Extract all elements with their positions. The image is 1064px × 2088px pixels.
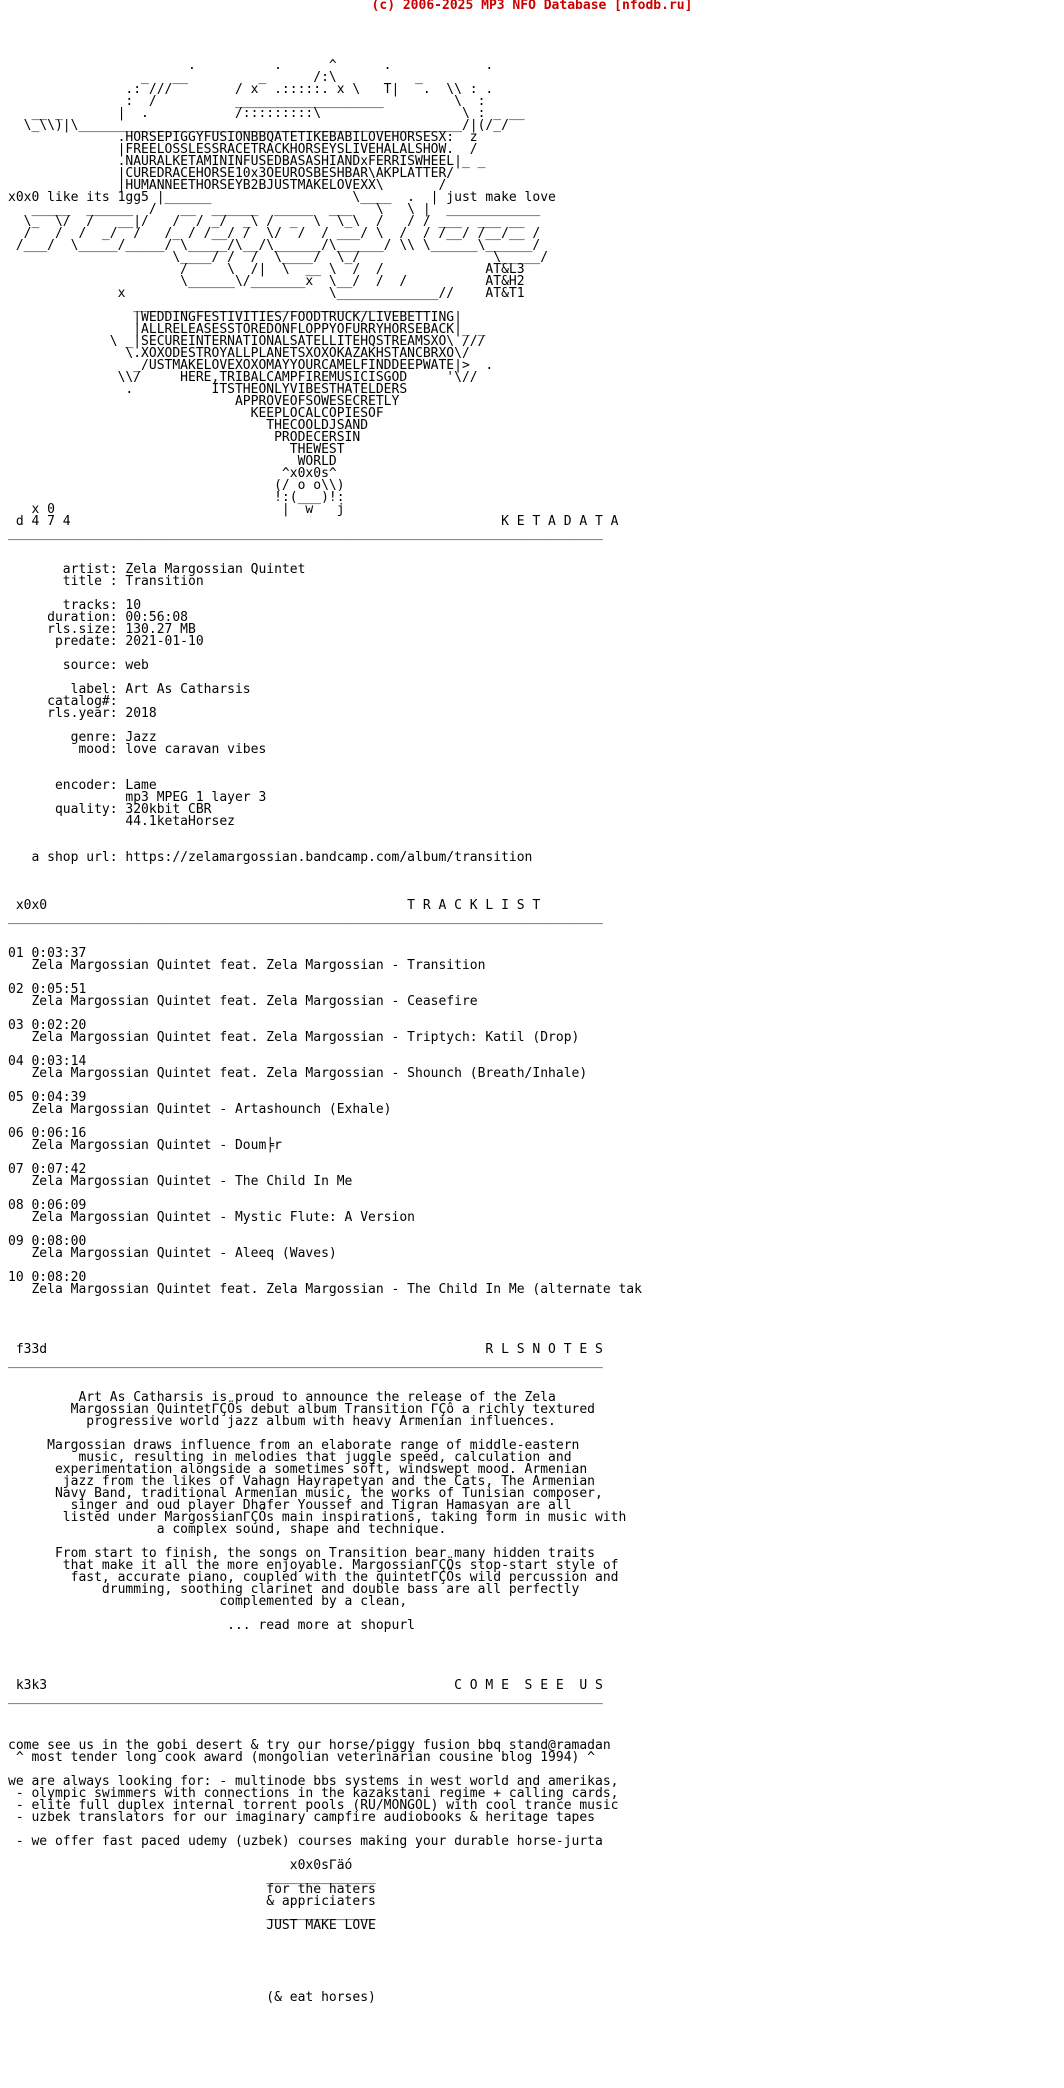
spacer (8, 936, 1064, 948)
track-title: Zela Margossian Quintet feat. Zela Margossian - The Child In Me (alternate tak (8, 1282, 642, 1297)
spacer (8, 540, 1064, 552)
spacer (8, 1716, 1064, 1728)
track-title: Zela Margossian Quintet feat. Zela Margossian - Transition (8, 958, 486, 973)
spacer (8, 36, 1064, 48)
tracklist-rule: ____________________________________________________________________________ (8, 910, 603, 925)
track-number-time: 05 0:04:39 (8, 1090, 87, 1105)
spacer (8, 1632, 1064, 1644)
track-title: Zela Margossian Quintet - The Child In Me (8, 1174, 353, 1189)
track-title: Zela Margossian Quintet feat. Zela Margossian - Ceasefire (8, 994, 478, 1009)
track-title: Zela Margossian Quintet - Doum╞r (8, 1138, 282, 1153)
spacer (8, 1320, 1064, 1332)
spacer (8, 876, 1064, 888)
track-number-time: 08 0:06:09 (8, 1198, 87, 1213)
track-entry (8, 948, 1064, 984)
release-notes: Art As Catharsis is proud to announce the release of the Zela Margossian QuintetΓÇÖs debut album Transition ΓÇô a richly textured progressive world jazz album with heavy Armenian influences. Margossian draws influence from an elaborate range of middle-eastern music, resulting in melodies that juggle speed, calculation and experimentation alongside a sometimes soft, windswept mood. Armenian jazz from the likes of Vahagn Hayrapetyan and the Cats, The Armenian Navy Band, traditional Armenian music, the works of Tunisian composer, singer and oud player Dhafer Youssef and Tigran Hamasyan are all listed under MargossianΓÇÖs main inspirations, taking form in music with a complex sound, shape and technique. From start to finish, the songs on Transition bear many hidden traits that make it all the more enjoyable. MargossianΓÇÖs stop-start style of fast, accurate piano, coupled with the quintetΓÇÖs wild percussion and drumming, soothing clarinet and double bass are all perfectly complemented by a clean, ... read more at shopurl (47, 1390, 627, 1633)
come-see-us-text: come see us in the gobi desert & try our horse/piggy fusion bbq stand@ramadan ^ most tender long cook award (mongolian veterinarian cousine blog 1994) ^ we are always looking for: - multinode bbs systems in west world and amerikas, - olympic swimmers with connections in the kazakstani regime + calling cards, - elite full duplex internal torrent pools (RU/MONGOL) with cool trance music - uzbek translators for our imaginary campfire audiobooks & heritage tapes - we offer fast paced udemy (uzbek) courses making your durable horse-jurta x0x0sΓäó ______________ for the haters & appriciaters ______________ JUST MAKE LOVE (& eat horses) (8, 1738, 619, 2005)
track-title: Zela Margossian Quintet - Mystic Flute: A Version (8, 1210, 415, 1225)
spacer (8, 1296, 1064, 1308)
track-title: Zela Margossian Quintet feat. Zela Margossian - Shounch (Breath/Inhale) (8, 1066, 588, 1081)
track-entry (8, 1272, 1064, 1296)
tracklist-header: x0x0 T R A C K L I S T (8, 898, 541, 913)
credit-header[interactable]: (c) 2006-2025 MP3 NFO Database [nfodb.ru] (371, 0, 693, 13)
track-entry (8, 1092, 1064, 1128)
spacer (8, 1308, 1064, 1320)
come-see-us-header: k3k3 C O M E S E E U S (8, 1678, 603, 1693)
rlsnotes-header: f33d R L S N O T E S (8, 1342, 603, 1357)
track-entry (8, 1200, 1064, 1236)
track-number-time: 10 0:08:20 (8, 1270, 87, 1285)
ketadata-rule: ____________________________________________________________________________ (8, 526, 603, 541)
track-number-time: 02 0:05:51 (8, 982, 87, 997)
release-info: artist: Zela Margossian Quintet title : Transition tracks: 10 duration: 00:56:08 rls.size: 130.27 MB predate: 2021-01-10 source: web label: Art As Catharsis catalog#: rls.year: 2018 genre: Jazz mood: love caravan vibes encoder: Lame mp3 MPEG 1 layer 3 quality: 320kbit CBR 44.1ketaHorsez a shop url: https://zelamargossian.bandcamp.com/album/transition (31, 562, 533, 865)
track-number-time: 06 0:06:16 (8, 1126, 87, 1141)
ascii-art-logo: . . ^ . . _ __ _ /:\ _ .: /// / x .:::::. x \ T| . \\ : . : / ___________________ \ : __ _ | . /:::::::::\ \ : _ __ \_\\)|\_________________________________________________/|(/_/ .HORSEPIGGYFUSIONBBQATETIKEBABILOVEHORSESX: z |FREELOSSLESSRACETRACKHORSEYSLIVEHALALSHOW. / .NAURALKETAMININFUSEDBASASHIANDxFERRISWHEEL|_ _ |CUREDRACEHORSE10x3OEUROSBESHBAR\AKPLATTER/ |HUMANNEETHORSEYB2BJUSTMAKELOVEXX\ / x0x0 like its 1gg5 |______ \____ . | just make love _____ ______ / __ ______ _____ ___ \ \ | ____________ \_ \/ / __|/ / / _/ _\ / _ \ \_\ / / / ___ ___ __ / / / _/ / /_ / /__/ / \/ / / ___/ \ / / /__/ /__/__ / /___/ \_____/_____/ \_____/\__/\______/\______/ \\ \______\______/ \____/ / / \____/ \_/ \_____/ / \ /| \ __ \ / / AT&L3 \______\/_______x \__/ / / AT&H2 x \_____________// AT&T1 ______________________________________ |WEDDINGFESTIVITIES/FOODTRUCK/LIVEBETTING| |ALLRELEASESSTOREDONFLOPPYOFURRYHORSEBACK|_ _ \ _|SECUREINTERNATIONALSATELLITEHQSTREAMSXO\ /// \.XOXODESTROYALLPLANETSXOXOKAZAKHSTANCBRXO\/ _/USTMAKELOVEXOXOMAYYOURCAMELFINDDEEPWATE|> . \\/ HERE,TRIBALCAMPFIREMUSICISGOD '\// . ITSTHEONLYVIBESTHATELDERS APPROVEOFSOWESECRETLY KEEPLOCALCOPIESOF THECOOLDJSAND PRODECERSIN THEWEST WORLD ^x0x0s^ (/ o o\\) !:(___)!: x 0 | w j d 4 7 4 K E T A D A T A (8, 58, 619, 529)
track-number-time: 03 0:02:20 (8, 1018, 87, 1033)
spacer (8, 1644, 1064, 1656)
spacer (8, 1704, 1064, 1716)
track-entry (8, 1164, 1064, 1200)
track-title: Zela Margossian Quintet feat. Zela Margossian - Triptych: Katil (Drop) (8, 1030, 580, 1045)
track-number-time: 04 0:03:14 (8, 1054, 87, 1069)
track-entry (8, 984, 1064, 1020)
spacer (8, 12, 1064, 24)
track-number-time: 09 0:08:00 (8, 1234, 87, 1249)
come-see-us-rule: ____________________________________________________________________________ (8, 1690, 603, 1705)
track-entry (8, 1056, 1064, 1092)
track-entry (8, 1128, 1064, 1164)
tracklist (8, 948, 1064, 1296)
track-title: Zela Margossian Quintet - Artashounch (Exhale) (8, 1102, 392, 1117)
spacer (8, 924, 1064, 936)
spacer (8, 1656, 1064, 1668)
track-title: Zela Margossian Quintet - Aleeq (Waves) (8, 1246, 337, 1261)
spacer (8, 1368, 1064, 1380)
track-entry (8, 1236, 1064, 1272)
spacer (8, 864, 1064, 876)
spacer (8, 24, 1064, 36)
track-entry (8, 1020, 1064, 1056)
track-number-time: 01 0:03:37 (8, 946, 87, 961)
track-number-time: 07 0:07:42 (8, 1162, 87, 1177)
rlsnotes-rule: ____________________________________________________________________________ (8, 1354, 603, 1369)
